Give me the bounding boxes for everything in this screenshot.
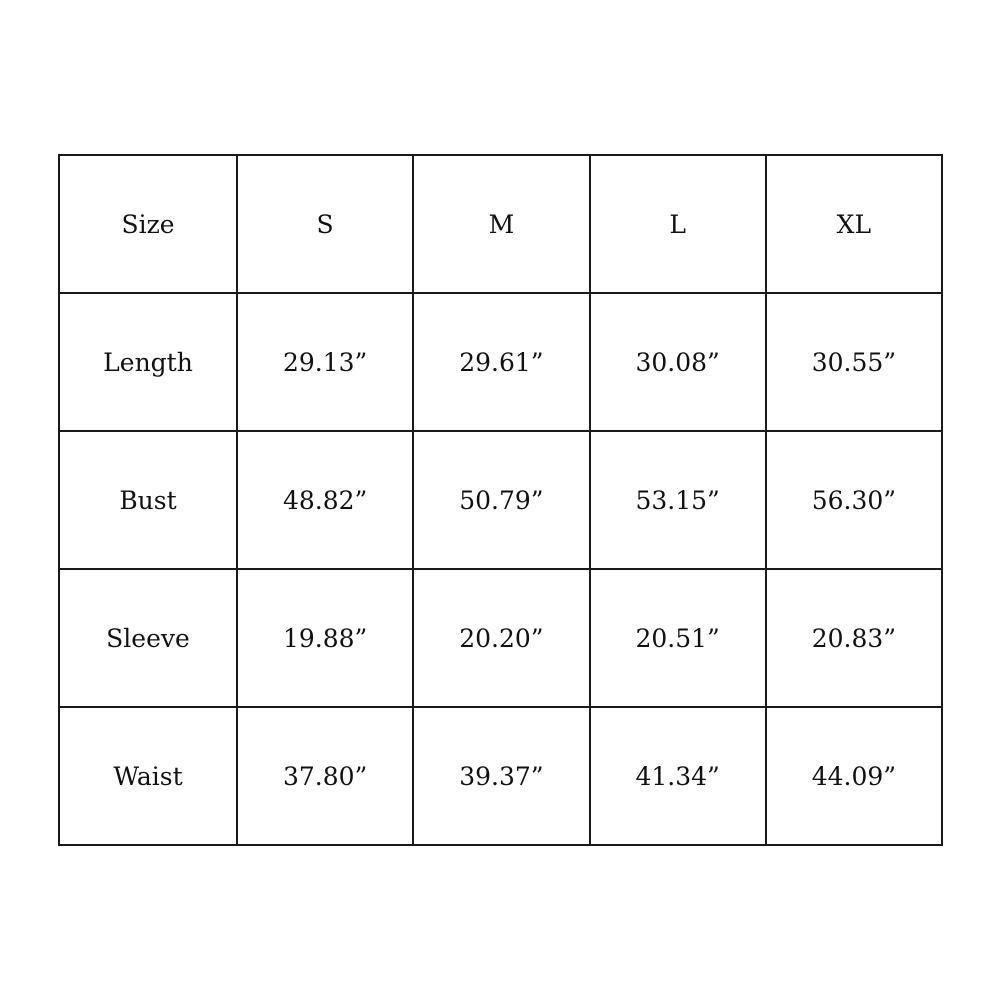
row-label-length: Length <box>59 293 237 431</box>
table-row-sleeve <box>59 569 942 707</box>
table-cell: 20.83” <box>766 569 942 707</box>
row-label-bust: Bust <box>59 431 237 569</box>
header-cell-m: M <box>413 155 589 293</box>
table-row-length <box>59 293 942 431</box>
table-cell: 44.09” <box>766 707 942 845</box>
table-cell: 37.80” <box>237 707 413 845</box>
size-chart-table <box>58 154 943 846</box>
header-cell-xl: XL <box>766 155 942 293</box>
row-label-waist: Waist <box>59 707 237 845</box>
table-cell: 30.08” <box>590 293 766 431</box>
header-cell-size: Size <box>59 155 237 293</box>
table-cell: 19.88” <box>237 569 413 707</box>
table-cell: 29.61” <box>413 293 589 431</box>
table-cell: 50.79” <box>413 431 589 569</box>
header-cell-l: L <box>590 155 766 293</box>
table-cell: 29.13” <box>237 293 413 431</box>
table-cell: 41.34” <box>590 707 766 845</box>
table-row-waist <box>59 707 942 845</box>
table-cell: 56.30” <box>766 431 942 569</box>
header-cell-s: S <box>237 155 413 293</box>
header-row <box>59 155 942 293</box>
table-row-bust <box>59 431 942 569</box>
table-cell: 20.20” <box>413 569 589 707</box>
table-cell: 20.51” <box>590 569 766 707</box>
table-cell: 53.15” <box>590 431 766 569</box>
table-cell: 30.55” <box>766 293 942 431</box>
table-cell: 39.37” <box>413 707 589 845</box>
table-cell: 48.82” <box>237 431 413 569</box>
row-label-sleeve: Sleeve <box>59 569 237 707</box>
